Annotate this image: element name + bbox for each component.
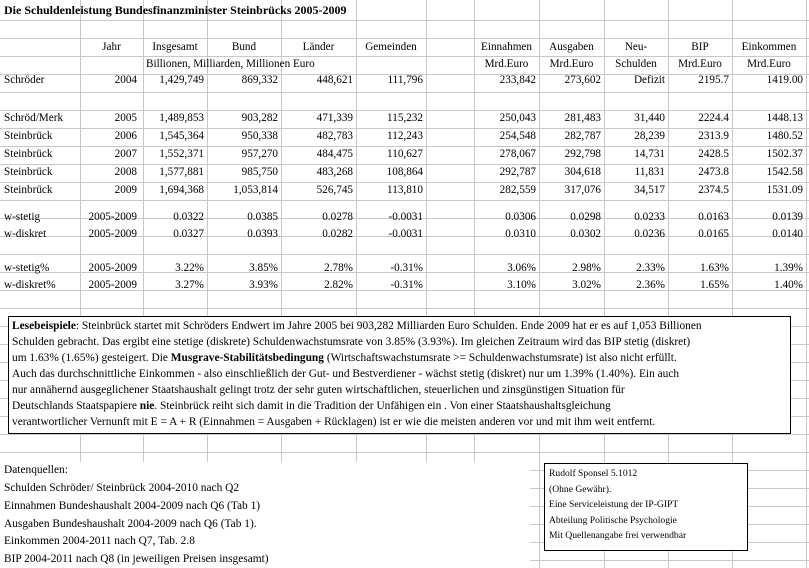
cell-ein: 3.10% [507, 279, 536, 291]
cell-eink: 1542.58 [766, 166, 803, 178]
cell-ein: 278,067 [499, 148, 536, 160]
header-bund: Bund [231, 41, 257, 53]
header-ausgaben: Ausgaben [549, 41, 594, 53]
cell-bund: 1,053,814 [233, 184, 278, 196]
lese-line-3a: um 1.63% (1.65%) gesteigert. Die [12, 352, 171, 364]
grid-row-line [0, 254, 809, 255]
cell-gem: 113,810 [387, 184, 423, 196]
cell-bund: 0.0393 [247, 228, 278, 240]
row-label: w-diskret% [4, 279, 56, 291]
cell-jahr: 2005-2009 [88, 211, 137, 223]
header-unit-einkommen: Mrd.Euro [747, 58, 791, 70]
sheet-title: Die Schuldenleistung Bundesfinanzminister Steinbrücks 2005-2009 [4, 3, 347, 17]
cell-neu: 28,239 [634, 130, 665, 142]
cell-gem: 111,796 [387, 74, 423, 86]
header-unit-einnahmen: Mrd.Euro [484, 58, 529, 70]
lesebeispiele-box [8, 316, 791, 434]
grid-column-line [806, 0, 807, 568]
lese-line-7: verantwortlicher Vernunft mit E = A + R (Einnahmen = Ausgaben + Rücklagen) ist er wie die meisten anderen vor und mit ihm weit entfernt. [12, 416, 656, 428]
credit-line: Mit Quellenangabe frei verwendbar [549, 530, 687, 542]
cell-neu: 2.33% [636, 262, 665, 274]
cell-jahr: 2008 [114, 166, 137, 178]
row-label: Steinbrück [4, 130, 53, 142]
grid-row-line [0, 308, 809, 309]
cell-eink: 1502.37 [766, 148, 803, 160]
source-line: BIP 2004-2011 nach Q8 (in jeweiligen Preisen insgesamt) [4, 553, 269, 565]
header-jahr: Jahr [102, 41, 121, 53]
lese-nie: nie [139, 400, 155, 412]
cell-bip: 2428.5 [698, 148, 729, 160]
source-line: Einkommen 2004-2011 nach Q7, Tab. 2.8 [4, 535, 195, 547]
header-einnahmen: Einnahmen [481, 41, 532, 53]
cell-ein: 233,842 [499, 74, 536, 86]
lese-line-4: Auch das durchschnittliche Einkommen - also einschließlich der Gut- und Bestverdiener - wächst stetig (diskret) nur um 1.39% (1.40%). Ein auch [12, 368, 680, 380]
cell-laender: 483,268 [316, 166, 353, 178]
cell-jahr: 2005 [114, 112, 137, 124]
cell-bund: 0.0385 [247, 211, 278, 223]
cell-bund: 985,750 [241, 166, 278, 178]
cell-bip: 1.63% [700, 262, 729, 274]
cell-aus: 3.02% [572, 279, 601, 291]
cell-ins: 3.22% [175, 262, 204, 274]
cell-bip: 0.0163 [698, 211, 729, 223]
lese-line-6a: Deutschlands Staatspapiere [12, 400, 140, 412]
cell-ein: 3.06% [507, 262, 536, 274]
cell-laender: 484,475 [316, 148, 353, 160]
header-unit-debt: Billionen, Milliarden, Millionen Euro [146, 58, 315, 70]
cell-aus: 273,602 [564, 74, 601, 86]
cell-aus: 292,798 [564, 148, 601, 160]
cell-bip: 2374.5 [698, 184, 729, 196]
lese-line-2: Schulden gebracht. Das ergibt eine stetige (diskrete) Schuldenwachstumsrate von 3.85% (3.93%). Im gleichen Zeitraum wird das BIP stetig (diskret) [12, 336, 691, 348]
cell-ein: 254,548 [499, 130, 536, 142]
cell-ein: 282,559 [499, 184, 536, 196]
cell-jahr: 2009 [114, 184, 137, 196]
row-label: w-stetig [4, 211, 41, 223]
cell-jahr: 2004 [114, 74, 137, 86]
cell-gem: 108,864 [386, 166, 423, 178]
header-laender: Länder [302, 41, 335, 53]
row-label: Schröder [4, 74, 45, 86]
row-label: Schröd/Merk [4, 112, 64, 124]
lese-musgrave: Musgrave-Stabilitätsbedingung [170, 352, 324, 364]
cell-ins: 1,694,368 [159, 184, 204, 196]
credit-line: Abteilung Politische Psychologie [549, 514, 677, 526]
cell-gem: -0.31% [390, 279, 423, 291]
cell-aus: 304,618 [564, 166, 601, 178]
row-label: w-diskret [4, 228, 47, 240]
header-gemeinden: Gemeinden [365, 41, 417, 53]
cell-neu: 31,440 [634, 112, 665, 124]
cell-neu: 0.0236 [634, 228, 665, 240]
cell-jahr: 2005-2009 [88, 228, 137, 240]
row-label: Steinbrück [4, 148, 53, 160]
cell-eink: 1480.52 [766, 130, 803, 142]
cell-aus: 0.0302 [570, 228, 601, 240]
cell-laender: 448,621 [316, 74, 353, 86]
cell-laender: 2.78% [324, 262, 353, 274]
cell-laender: 2.82% [324, 279, 353, 291]
cell-ins: 3.27% [175, 279, 204, 291]
credits-box [544, 463, 748, 551]
cell-ins: 1,545,364 [159, 130, 204, 142]
cell-ein: 0.0306 [505, 211, 536, 223]
cell-neu: 2.36% [636, 279, 665, 291]
cell-laender: 526,745 [316, 184, 353, 196]
cell-eink: 1419.00 [766, 74, 803, 86]
cell-ein: 250,043 [499, 112, 536, 124]
cell-bund: 3.93% [249, 279, 278, 291]
cell-jahr: 2005-2009 [88, 279, 137, 291]
cell-bip: 2473.8 [698, 166, 729, 178]
lese-line-1: : Steinbrück startet mit Schröders Endwert im Jahre 2005 bei 903,282 Milliarden Euro Schulden. Ende 2009 hat er es auf 1,053 Billionen [75, 320, 702, 332]
grid-row-line [0, 38, 809, 39]
cell-eink: 1531.09 [766, 184, 803, 196]
row-label: w-stetig% [4, 262, 50, 274]
cell-laender: 0.0278 [322, 211, 353, 223]
cell-ins: 1,577,881 [159, 166, 204, 178]
credit-line: Eine Serviceleistung der IP-GIPT [549, 499, 679, 511]
cell-eink: 0.0140 [772, 228, 803, 240]
cell-neu: 14,731 [634, 148, 665, 160]
cell-ins: 1,489,853 [159, 112, 204, 124]
credit-line: (Ohne Gewähr). [549, 483, 612, 495]
cell-aus: 282,787 [564, 130, 601, 142]
cell-aus: 2.98% [572, 262, 601, 274]
lese-line-6c: . Steinbrück reiht sich damit in die Tradition der Unfähigen ein . Von einer Staatshaushaltsgleichung [154, 400, 611, 412]
cell-bip: 1.65% [700, 279, 729, 291]
cell-neu: 11,831 [634, 166, 665, 178]
cell-laender: 0.0282 [322, 228, 353, 240]
header-einkommen: Einkommen [741, 41, 797, 53]
cell-gem: 115,232 [387, 112, 423, 124]
cell-neu: 0.0233 [634, 211, 665, 223]
cell-bip: 2224.4 [698, 112, 729, 124]
cell-bund: 903,282 [241, 112, 278, 124]
cell-ein: 292,787 [499, 166, 536, 178]
header-neu: Neu- [624, 41, 648, 53]
cell-gem: 112,243 [387, 130, 423, 142]
row-label: Steinbrück [4, 166, 53, 178]
cell-bund: 869,332 [241, 74, 278, 86]
header-schulden: Schulden [615, 58, 657, 70]
cell-bip: 2195.7 [698, 74, 729, 86]
cell-bip: 0.0165 [698, 228, 729, 240]
source-line: Einnahmen Bundeshaushalt 2004-2009 nach Q6 (Tab 1) [4, 500, 261, 512]
row-label: Steinbrück [4, 184, 53, 196]
sources-heading: Datenquellen: [4, 464, 68, 476]
cell-aus: 0.0298 [570, 211, 601, 223]
cell-bund: 957,270 [241, 148, 278, 160]
cell-ein: 0.0310 [505, 228, 536, 240]
cell-bund: 3.85% [249, 262, 278, 274]
cell-laender: 471,339 [316, 112, 353, 124]
lese-line-5: nur annähernd ausgeglichener Staatshaushalt gelingt trotz der sehr guten wirtschaftlichen, steuerlichen und zinsgünstigen Situation für [12, 384, 625, 396]
header-unit-bip: Mrd.Euro [678, 58, 722, 70]
cell-ins: 0.0322 [173, 211, 204, 223]
cell-gem: -0.0031 [388, 228, 423, 240]
grid-row-line [0, 434, 809, 435]
cell-jahr: 2006 [114, 130, 137, 142]
cell-jahr: 2007 [114, 148, 137, 160]
lese-heading: Lesebeispiele [12, 320, 76, 332]
header-bip: BIP [691, 41, 709, 53]
lese-line-3c: (Wirtschaftswachstumsrate >= Schuldenwachstumsrate) ist also nicht erfüllt. [323, 352, 677, 364]
cell-neu: 34,517 [634, 184, 665, 196]
grid-row-line [0, 452, 809, 453]
grid-row-line [0, 200, 809, 201]
source-line: Ausgaben Bundeshaushalt 2004-2009 nach Q6 (Tab 1). [4, 518, 257, 530]
cell-aus: 281,483 [564, 112, 601, 124]
grid-row-line [0, 92, 809, 93]
sources-block [0, 462, 530, 568]
credit-line: Rudolf Sponsel 5.1012 [549, 468, 638, 479]
cell-gem: -0.0031 [388, 211, 423, 223]
header-unit-ausgaben: Mrd.Euro [549, 58, 594, 70]
cell-bund: 950,338 [241, 130, 278, 142]
cell-ins: 0.0327 [173, 228, 204, 240]
cell-eink: 1.39% [774, 262, 803, 274]
cell-gem: -0.31% [390, 262, 423, 274]
cell-neu: Defizit [633, 74, 665, 86]
cell-laender: 482,783 [316, 130, 353, 142]
cell-gem: 110,627 [387, 148, 423, 160]
cell-eink: 1.40% [774, 279, 803, 291]
grid-row-line [0, 20, 809, 21]
cell-ins: 1,552,371 [159, 148, 204, 160]
cell-ins: 1,429,749 [159, 74, 204, 86]
cell-jahr: 2005-2009 [88, 262, 137, 274]
header-insgesamt: Insgesamt [152, 41, 198, 53]
cell-eink: 0.0139 [772, 211, 803, 223]
source-line: Schulden Schröder/ Steinbrück 2004-2010 nach Q2 [4, 482, 240, 494]
cell-eink: 1448.13 [766, 112, 803, 124]
cell-aus: 317,076 [564, 184, 601, 196]
cell-bip: 2313.9 [698, 130, 729, 142]
